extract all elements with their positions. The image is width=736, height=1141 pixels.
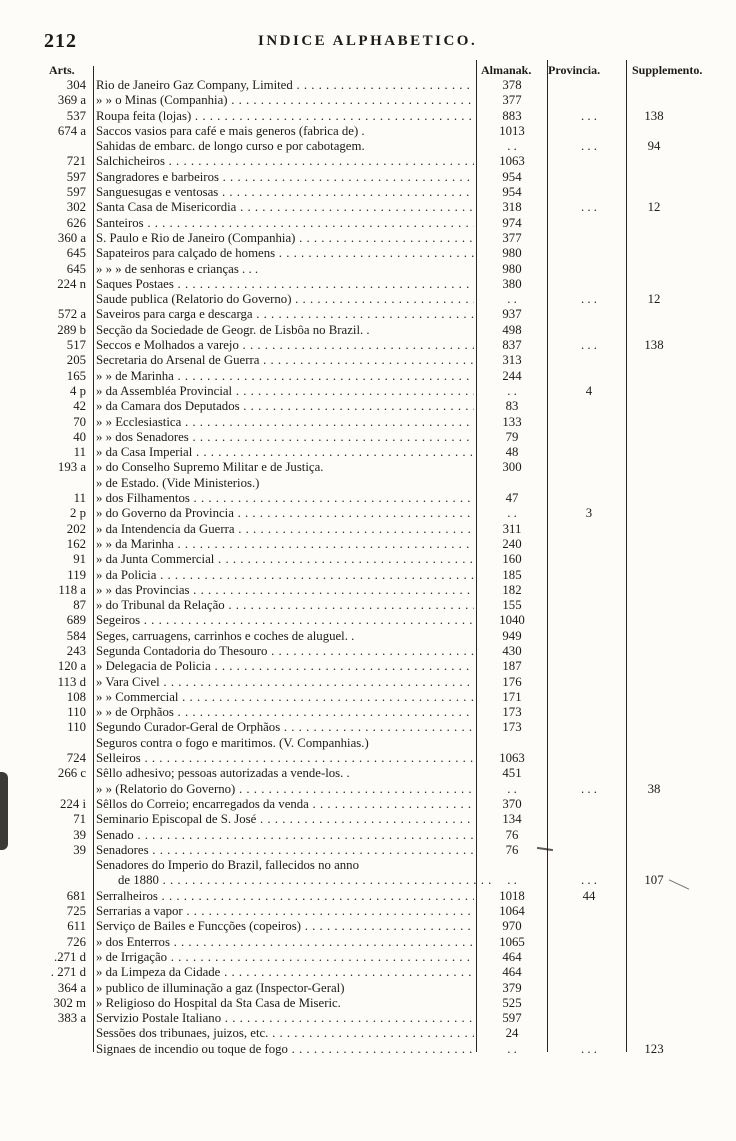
entry-name: » » » de senhoras e crianças . . . [96,261,259,276]
article-ref: 108 [66,689,86,704]
almanak-page: 980 [502,246,522,261]
provincia-page: . . . [581,338,597,353]
almanak-page: 76 [505,827,519,842]
index-row [0,476,736,491]
entry-name: Sahidas de embarc. de longo curso e por cabotagem. [96,139,365,154]
entry-name: Senadores do Imperio do Brazil, fallecidos no anno [96,858,359,873]
article-ref: 110 [67,705,86,720]
index-row [0,445,736,460]
index-row [0,430,736,445]
article-ref: 162 [66,536,86,551]
almanak-page: 185 [502,567,522,582]
index-row [0,323,736,338]
index-row [0,369,736,384]
entry-name: » Delegacia de Policia . . . [96,659,474,674]
article-ref: 537 [66,108,86,123]
entry-name: Sêllos do Correio; encarregados da venda . . . [96,797,474,812]
almanak-page: . . [507,292,517,307]
column-header-provincia: Provincia. [548,63,601,77]
index-row [0,583,736,598]
index-row [0,659,736,674]
binding-edge-mark [0,772,8,850]
article-ref: 39 [73,842,86,857]
entry-name: de 1880 . . . [96,873,496,888]
entry-name: » » da Marinha . . . [96,537,474,552]
entry-name: Saude publica (Relatorio do Governo) . . . [96,292,474,307]
index-row [0,537,736,552]
index-row [0,935,736,950]
index-row [0,812,736,827]
entry-name: Seges, carruagens, carrinhos e coches de aluguel. . [96,628,355,643]
almanak-page: 937 [502,307,522,322]
article-ref: 302 m [53,995,86,1010]
article-ref: 71 [73,812,86,827]
article-ref: 243 [66,643,86,658]
almanak-page: 1063 [499,154,525,169]
index-row [0,705,736,720]
index-row [0,124,736,139]
almanak-page: 79 [505,429,519,444]
provincia-page: . . . [581,873,597,888]
entry-name: » da Policia . . . [96,568,474,583]
almanak-page: 498 [502,322,522,337]
index-row [0,139,736,154]
index-row [0,843,736,858]
index-row [0,644,736,659]
article-ref: 725 [66,904,86,919]
entry-name: Sanguesugas e ventosas . . . [96,185,474,200]
almanak-page: . . [507,506,517,521]
almanak-page: 377 [502,93,522,108]
almanak-page: 380 [502,276,522,291]
article-ref: 726 [66,934,86,949]
entry-name: Serralheiros . . . [96,889,474,904]
almanak-page: 48 [505,445,519,460]
almanak-page: 240 [502,536,522,551]
index-row [0,552,736,567]
almanak-page: 173 [502,720,522,735]
article-ref: 4 p [70,383,86,398]
provincia-page: . . . [581,200,597,215]
index-row [0,904,736,919]
entry-name: » dos Filhamentos . . . [96,491,474,506]
entry-name: » da Assembléa Provincial . . . [96,384,474,399]
article-ref: 689 [66,613,86,628]
supplemento-page: 138 [644,338,664,353]
article-ref: 645 [66,261,86,276]
article-ref: 674 a [57,123,86,138]
entry-name: » » de Orphãos . . . [96,705,474,720]
almanak-page: 464 [502,965,522,980]
entry-name: » » dos Senadores . . . [96,430,474,445]
article-ref: 597 [66,185,86,200]
entry-name: Senado . . . [96,828,474,843]
index-row [0,93,736,108]
entry-name: » da Intendencia da Guerra . . . [96,522,474,537]
article-ref: . 271 d [50,965,86,980]
entry-name: Sangradores e barbeiros . . . [96,170,474,185]
index-row [0,384,736,399]
entry-name: » Vara Civel . . . [96,675,474,690]
provincia-page: 44 [582,888,596,903]
almanak-page: 974 [502,215,522,230]
article-ref: 572 a [57,307,86,322]
entry-name: » Religioso do Hospital da Sta Casa de Miseric. [96,995,341,1010]
supplemento-page: 138 [644,108,664,123]
article-ref: 597 [66,169,86,184]
supplemento-page: 107 [644,873,664,888]
index-row [0,996,736,1011]
entry-name: » publico de illuminação a gaz (Inspector-Geral) [96,980,345,995]
article-ref: 193 a [57,460,86,475]
almanak-page: 883 [502,108,522,123]
index-row [0,109,736,124]
index-row [0,690,736,705]
article-ref: 2 p [70,506,86,521]
index-row [0,78,736,93]
page-title: INDICE ALPHABETICO. [258,33,478,49]
almanak-page: 47 [505,491,519,506]
article-ref: 120 a [57,659,86,674]
index-row [0,262,736,277]
page-number: 212 [44,30,77,52]
almanak-page: 160 [502,552,522,567]
article-ref: 369 a [57,93,86,108]
column-header-supplemento: Supplemento. [632,63,703,77]
article-ref: 645 [66,246,86,261]
index-row [0,460,736,475]
index-row [0,415,736,430]
index-row [0,675,736,690]
index-row [0,598,736,613]
entry-name: Rio de Janeiro Gaz Company, Limited . . . [96,78,474,93]
index-row [0,858,736,873]
index-row [0,828,736,843]
index-row [0,522,736,537]
article-ref: 383 a [57,1011,86,1026]
entry-name: Santeiros . . . [96,216,474,231]
entry-name: » dos Enterros . . . [96,935,474,950]
index-row [0,782,736,797]
entry-name: Seminario Episcopal de S. José . . . [96,812,474,827]
entry-name: S. Paulo e Rio de Janeiro (Companhia) . . . [96,231,474,246]
almanak-page: 597 [502,1011,522,1026]
almanak-page: 318 [502,200,522,215]
supplemento-page: 12 [647,292,661,307]
index-row [0,307,736,322]
entry-name: » do Governo da Provincia . . . [96,506,474,521]
entry-name: Saccos vasios para café e mais generos (fabrica de) . [96,123,365,138]
almanak-page: 837 [502,338,522,353]
provincia-page: . . . [581,108,597,123]
entry-name: Sêllo adhesivo; pessoas autorizadas a vende-los. . [96,766,350,781]
entry-name: » » de Marinha . . . [96,369,474,384]
supplemento-page: 12 [647,200,661,215]
article-ref: 11 [73,491,86,506]
article-ref: 517 [66,338,86,353]
provincia-page: . . . [581,292,597,307]
column-header-arts: Arts. [49,63,75,77]
entry-name: Signaes de incendio ou toque de fogo . . . [96,1042,474,1057]
almanak-page: 187 [502,659,522,674]
supplemento-page: 123 [644,1041,664,1056]
entry-name: » da Junta Commercial . . . [96,552,474,567]
almanak-page: 244 [502,368,522,383]
column-header-almanak: Almanak. [481,63,532,77]
entry-name: Serviço de Bailes e Funcções (copeiros) . . . [96,919,474,934]
index-row [0,720,736,735]
almanak-page: 1064 [499,904,525,919]
almanak-page: 525 [502,995,522,1010]
entry-name: » de Irrigação . . . [96,950,474,965]
article-ref: 119 [67,567,86,582]
almanak-page: 379 [502,980,522,995]
index-row [0,889,736,904]
entry-name: Saques Postaes . . . [96,277,474,292]
index-row [0,399,736,414]
index-row [0,950,736,965]
index-row [0,200,736,215]
article-ref: 40 [73,429,86,444]
index-row [0,797,736,812]
index-row [0,1042,736,1057]
entry-name: Servizio Postale Italiano . . . [96,1011,474,1026]
article-ref: 611 [67,919,86,934]
article-ref: 165 [66,368,86,383]
almanak-page: 370 [502,796,522,811]
almanak-page: . . [507,1041,517,1056]
almanak-page: 949 [502,628,522,643]
almanak-page: 1018 [499,888,525,903]
entry-name: Saveiros para carga e descarga . . . [96,307,474,322]
entry-name: » do Tribunal da Relação . . . [96,598,474,613]
article-ref: 39 [73,827,86,842]
index-row [0,506,736,521]
index-row [0,736,736,751]
article-ref: 113 d [57,674,86,689]
entry-name: » » Commercial . . . [96,690,474,705]
entry-name: » da Casa Imperial . . . [96,445,474,460]
almanak-page: 954 [502,169,522,184]
article-ref: 302 [66,200,86,215]
index-row [0,246,736,261]
index-row [0,170,736,185]
index-row [0,154,736,169]
index-row [0,766,736,781]
entry-name: Secretaria do Arsenal de Guerra . . . [96,353,474,368]
almanak-page: . . [507,781,517,796]
almanak-page: . . [507,139,517,154]
article-ref: 202 [66,521,86,536]
entry-name: » da Camara dos Deputados . . . [96,399,474,414]
index-row [0,231,736,246]
article-ref: 681 [66,888,86,903]
index-row [0,491,736,506]
almanak-page: 133 [502,414,522,429]
article-ref: 266 c [57,766,86,781]
index-row [0,185,736,200]
entry-name: Segundo Curador-Geral de Orphãos . . . [96,720,474,735]
almanak-page: 970 [502,919,522,934]
index-row [0,277,736,292]
article-ref: 118 a [58,582,86,597]
almanak-page: 76 [505,842,519,857]
article-ref: 205 [66,353,86,368]
index-row [0,873,736,888]
article-ref: 360 a [57,230,86,245]
entry-name: Santa Casa de Misericordia . . . [96,200,474,215]
article-ref: 42 [73,399,86,414]
almanak-page: . . [507,383,517,398]
provincia-page: . . . [581,139,597,154]
almanak-page: 24 [505,1026,519,1041]
almanak-page: 176 [502,674,522,689]
article-ref: 584 [66,628,86,643]
article-ref: 289 b [57,322,86,337]
almanak-page: . . [507,873,517,888]
index-row [0,1026,736,1041]
article-ref: 224 n [57,276,86,291]
almanak-page: 182 [502,582,522,597]
entry-name: » do Conselho Supremo Militar e de Justiça. [96,460,324,475]
entry-name: » » (Relatorio do Governo) . . . [96,782,474,797]
almanak-page: 134 [502,812,522,827]
index-row [0,919,736,934]
almanak-page: 464 [502,949,522,964]
almanak-page: 83 [505,399,519,414]
article-ref: 721 [66,154,86,169]
entry-name: » » das Provincias . . . [96,583,474,598]
article-ref: 11 [73,445,86,460]
almanak-page: 377 [502,230,522,245]
almanak-page: 300 [502,460,522,475]
almanak-page: 430 [502,643,522,658]
almanak-page: 311 [502,521,522,536]
article-ref: 364 a [57,980,86,995]
entry-name: Salchicheiros . . . [96,154,474,169]
provincia-page: . . . [581,781,597,796]
entry-name: Serrarias a vapor . . . [96,904,474,919]
almanak-page: 173 [502,705,522,720]
provincia-page: . . . [581,1041,597,1056]
article-ref: 91 [73,552,86,567]
supplemento-page: 94 [647,139,661,154]
index-row [0,965,736,980]
almanak-page: 313 [502,353,522,368]
index-row [0,613,736,628]
entry-name: » » o Minas (Companhia) . . . [96,93,474,108]
entry-name: Senadores . . . [96,843,474,858]
article-ref: 304 [66,78,86,92]
index-table [0,78,736,1057]
entry-name: Segunda Contadoria do Thesouro . . . [96,644,474,659]
almanak-page: 155 [502,598,522,613]
provincia-page: 3 [585,506,593,521]
almanak-page: 1040 [499,613,525,628]
entry-name: Selleiros . . . [96,751,474,766]
index-row [0,981,736,996]
almanak-page: 378 [502,78,522,92]
entry-name: Seccos e Molhados a varejo . . . [96,338,474,353]
index-row [0,338,736,353]
provincia-page: 4 [585,383,593,398]
index-row [0,216,736,231]
index-row [0,751,736,766]
almanak-page: 980 [502,261,522,276]
almanak-page: 171 [502,689,522,704]
index-row [0,629,736,644]
entry-name: Secção da Sociedade de Geogr. de Lisbôa no Brazil. . [96,322,370,337]
index-row [0,353,736,368]
almanak-page: 1013 [499,123,525,138]
article-ref: 224 i [60,796,86,811]
entry-name: Sapateiros para calçado de homens . . . [96,246,474,261]
article-ref: 70 [73,414,86,429]
entry-name: Seguros contra o fogo e maritimos. (V. Companhias.) [96,735,369,750]
entry-name: Segeiros . . . [96,613,474,628]
almanak-page: 451 [502,766,522,781]
almanak-page: 1065 [499,934,525,949]
index-row [0,568,736,583]
entry-name: » de Estado. (Vide Ministerios.) [96,475,260,490]
almanak-page: 1063 [499,751,525,766]
entry-name: » da Limpeza da Cidade . . . [96,965,474,980]
index-row [0,1011,736,1026]
entry-name: Sessões dos tribunaes, juizos, etc. . . . [96,1026,474,1041]
article-ref: .271 d [54,949,86,964]
supplemento-page: 38 [647,781,661,796]
entry-name: Roupa feita (lojas) . . . [96,109,474,124]
article-ref: 87 [73,598,86,613]
article-ref: 110 [67,720,86,735]
article-ref: 724 [66,751,86,766]
article-ref: 626 [66,215,86,230]
entry-name: » » Ecclesiastica . . . [96,415,474,430]
almanak-page: 954 [502,185,522,200]
index-row [0,292,736,307]
